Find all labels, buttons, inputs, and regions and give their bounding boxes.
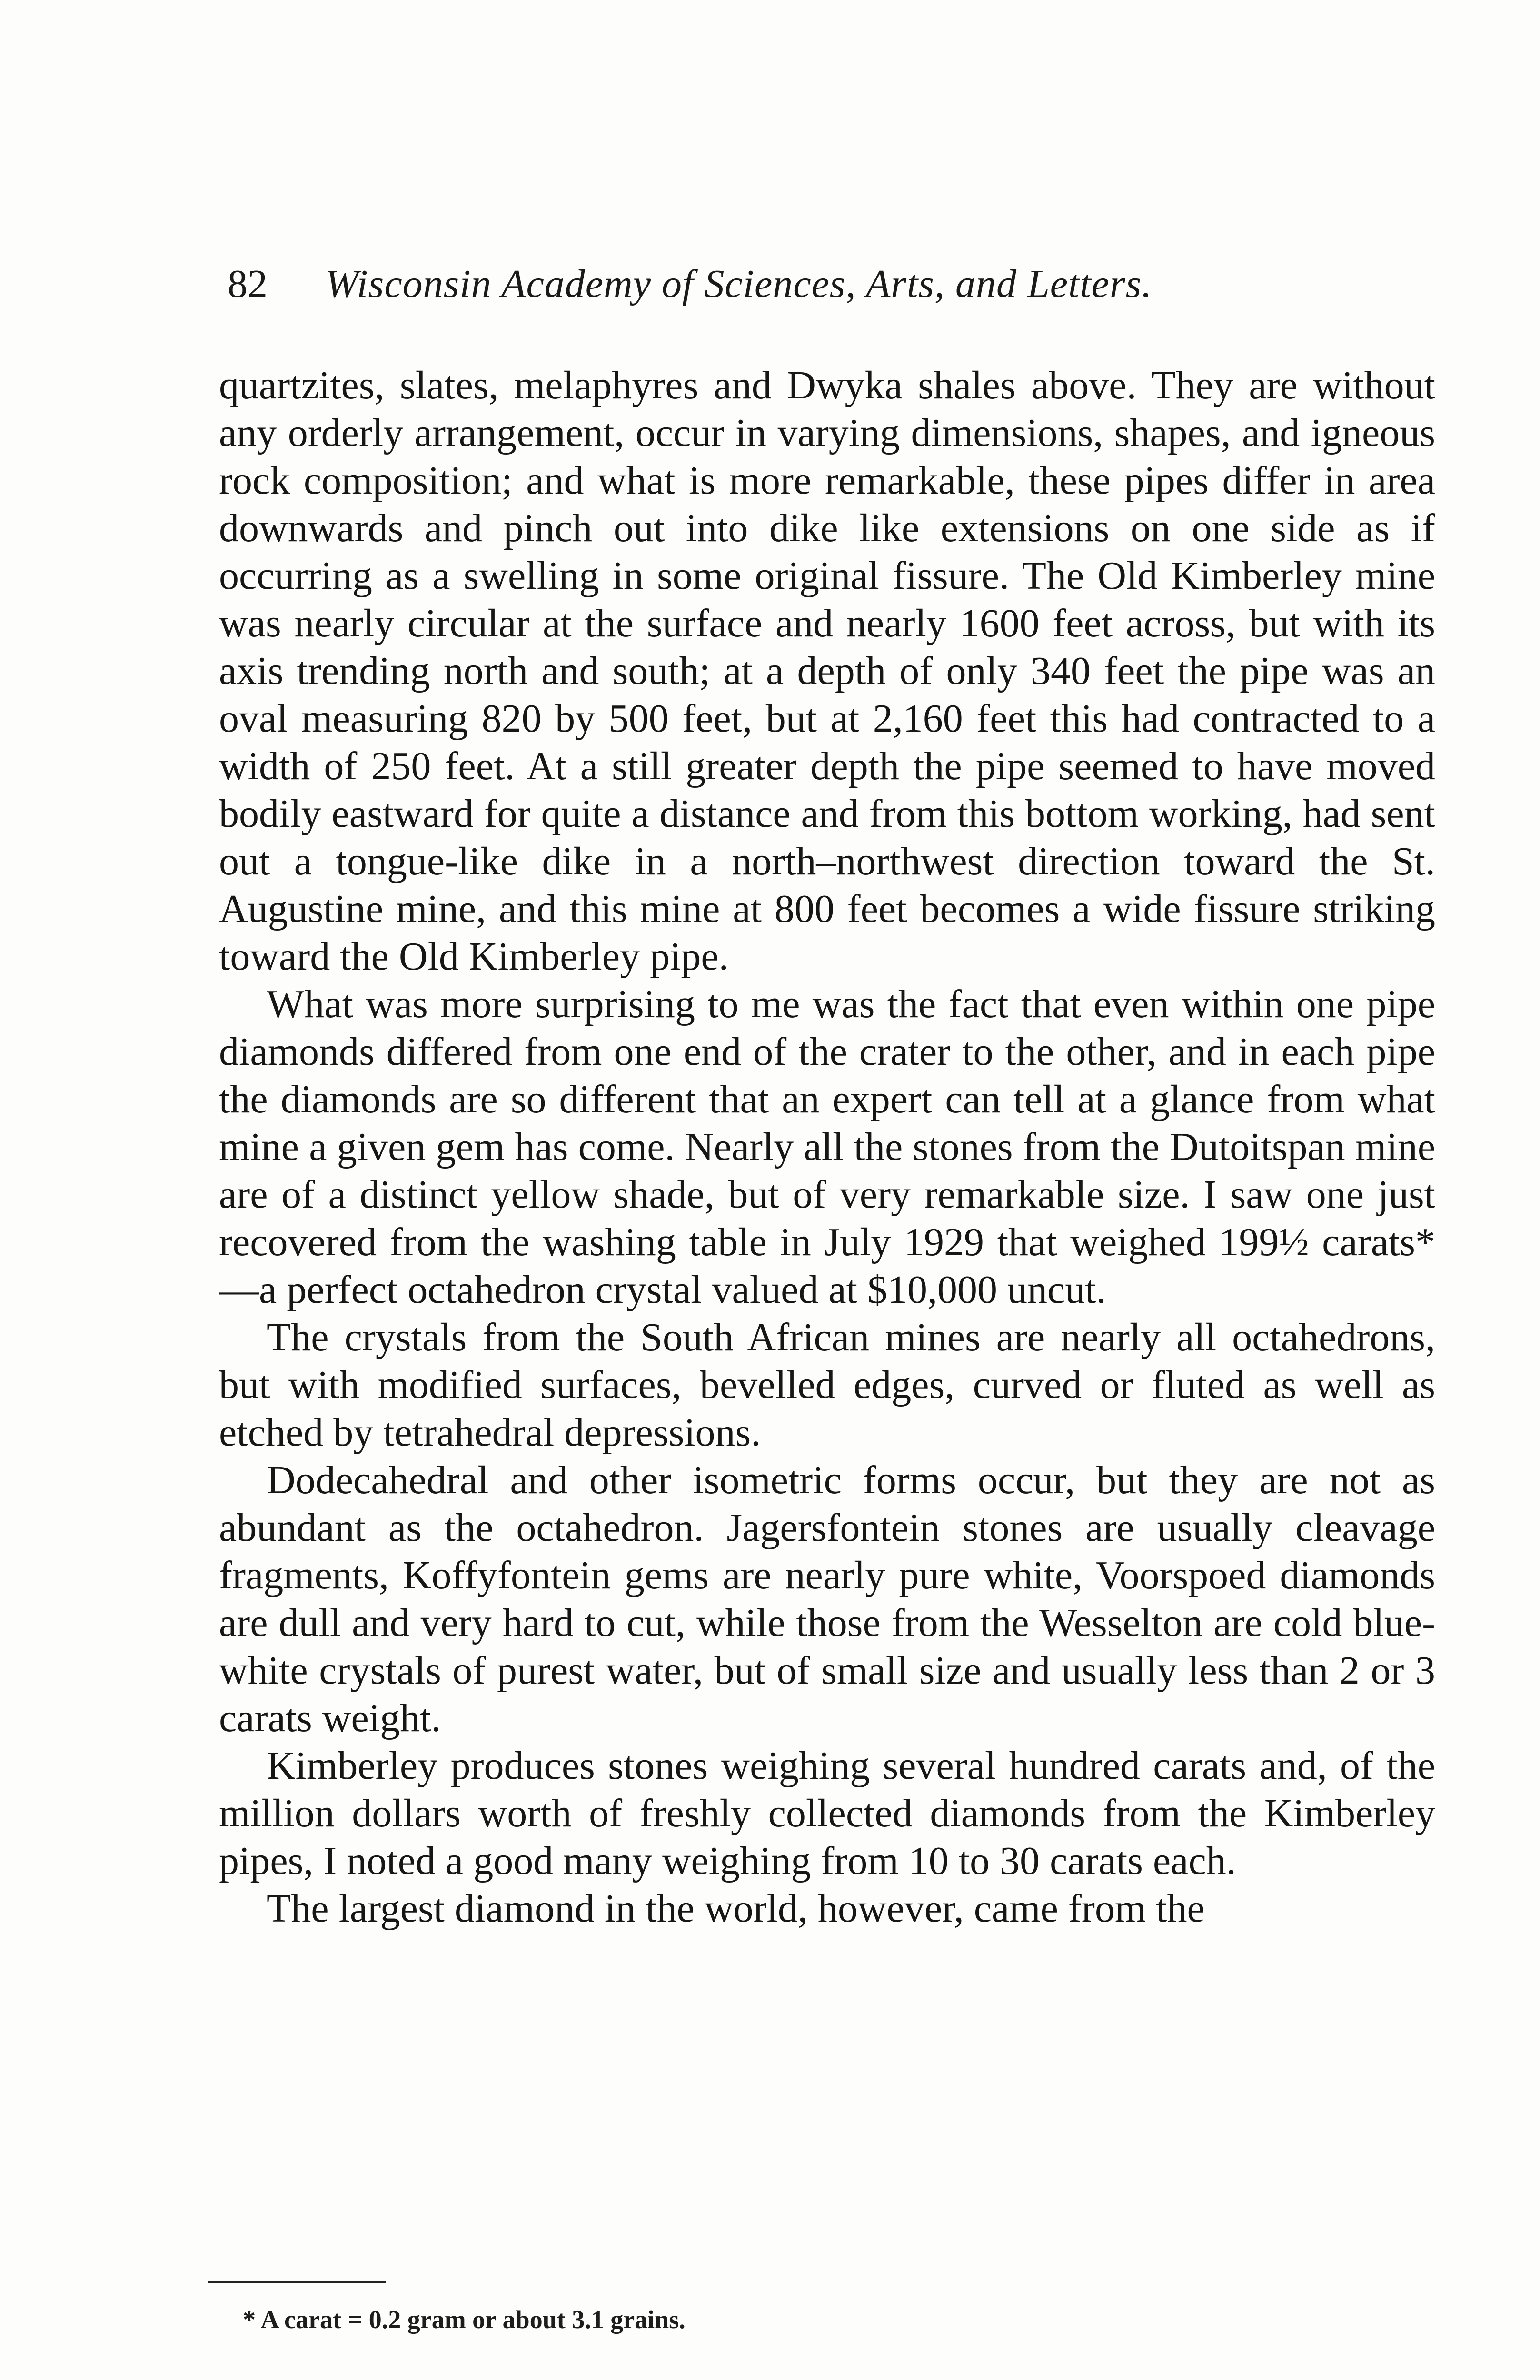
page-number: 82 [228, 262, 268, 306]
body-text [219, 362, 1435, 1933]
paragraph: What was more surprising to me was the fact that even within one pipe diamonds differed from one end of the crater to the other, and in each pipe the diamonds are so different that an expert can tell at a glance from what mine a given gem has come. Nearly all the stones from the Dutoitspan mine are of a distinct yellow shade, but of very remarkable size. I saw one just recovered from the washing table in July 1929 that weighed 199½ carats*—a perfect octahedron crystal valued at $10,000 uncut. [219, 982, 1435, 1312]
running-header [228, 261, 1351, 307]
paragraph: Kimberley produces stones weighing several hundred carats and, of the million dollars worth of freshly collected diamonds from the Kimberley pipes, I noted a good many weighing from 10 to 30 carats each. [219, 1744, 1435, 1883]
paragraph-continuation: quartzites, slates, melaphyres and Dwyka shales above. They are without any orderly arrangement, occur in varying dimensions, shapes, and igneous rock composition; and what is more remarkable, these pipes differ in area downwards and pinch out into dike like extensions on one side as if occurring as a swelling in some original fissure. The Old Kimberley mine was nearly circular at the surface and nearly 1600 feet across, but with its axis trending north and south; at a depth of only 340 feet the pipe was an oval measuring 820 by 500 feet, but at 2,160 feet this had contracted to a width of 250 feet. At a still greater depth the pipe seemed to have moved bodily eastward for quite a distance and from this bottom working, had sent out a tongue-like dike in a north–northwest direction toward the St. Augustine mine, and this mine at 800 feet becomes a wide fissure striking toward the Old Kimberley pipe. [219, 363, 1435, 979]
paragraph: The crystals from the South African mines are nearly all octahedrons, but with modified surfaces, bevelled edges, curved or fluted as well as etched by tetrahedral depressions. [219, 1315, 1435, 1455]
paragraph: Dodecahedral and other isometric forms occur, but they are not as abundant as the octahedron. Jagersfontein stones are usually cleavage fragments, Koffyfontein gems are nearly pure white, Voorspoed diamonds are dull and very hard to cut, while those from the Wesselton are cold blue-white crystals of purest water, but of small size and usually less than 2 or 3 carats weight. [219, 1458, 1435, 1740]
footnote-rule [208, 2281, 386, 2283]
running-title: Wisconsin Academy of Sciences, Arts, and Letters. [325, 262, 1153, 306]
paragraph: The largest diamond in the world, however, came from the [267, 1886, 1205, 1931]
footnote: * A carat = 0.2 gram or about 3.1 grains. [243, 2305, 686, 2334]
